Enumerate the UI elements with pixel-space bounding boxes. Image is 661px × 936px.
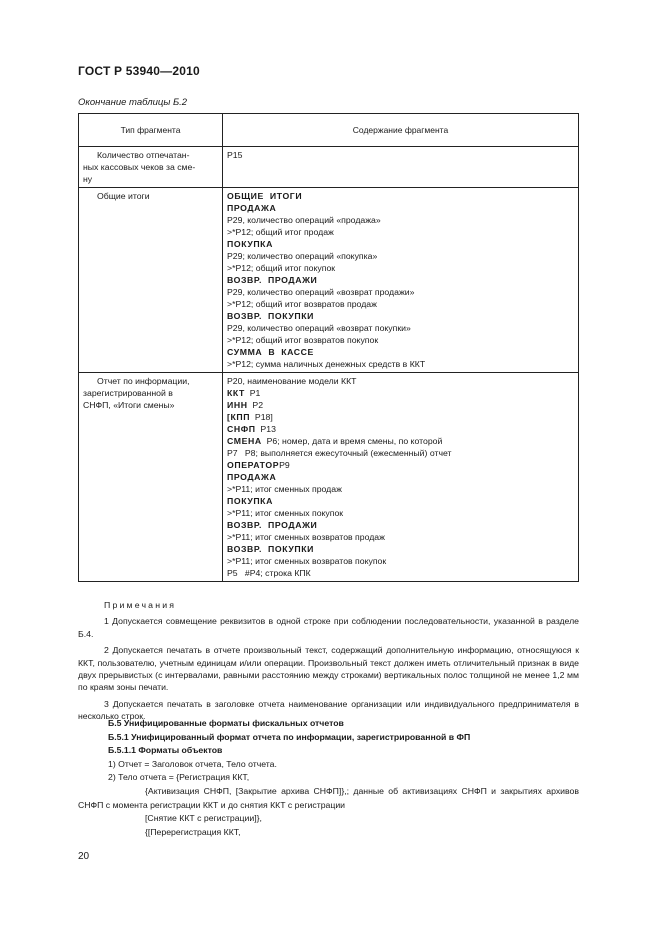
content-line-label: СМЕНА [227,436,262,446]
section-heading-b511: Б.5.1.1 Форматы объектов [108,745,223,756]
content-line: Р29; количество операций «покупка» [227,251,378,261]
notes-block [78,599,579,727]
fragment-type-cell [79,147,223,188]
content-line: Р20, наименование модели ККТ [227,376,357,386]
table-body [79,147,579,582]
fragment-type-line: ных кассовых чеков за сме- [83,162,196,172]
fragment-type-line: Отчет по информации, [97,376,190,386]
content-line: Р29, количество операций «возврат покупки» [227,323,411,333]
page-number: 20 [78,851,90,862]
content-line-value: Р18] [250,412,273,422]
content-line: Р29, количество операций «продажа» [227,215,381,225]
content-line-value: Р6; номер, дата и время смены, по которой [261,436,443,446]
table-caption: Окончание таблицы Б.2 [78,97,188,108]
content-line: ОБЩИЕ ИТОГИ [227,191,303,201]
column-header-type: Тип фрагмента [79,114,223,147]
content-line: Р29, количество операций «возврат продажи» [227,287,415,297]
content-line: ВОЗВР. ПРОДАЖИ [227,520,318,530]
content-line: Р15 [227,150,243,160]
fragment-type-line: зарегистрированной в [83,388,173,398]
content-line: ПРОДАЖА [227,203,277,213]
fragment-content-cell [223,373,579,582]
fragment-type-cell [79,188,223,373]
section-b5 [78,717,579,839]
content-line-value: Р2 [247,400,264,410]
content-line-label: ИНН [227,400,248,410]
notes-title: Примечания [104,600,177,610]
content-line: СУММА В КАССЕ [227,347,314,357]
content-line [227,459,574,471]
fragment-type-line: СНФП, «Итоги смены» [83,400,175,410]
content-line-label: ОПЕРАТОР [227,460,280,470]
content-line: >*Р12; общий итог возвратов покупок [227,335,379,345]
content-line: >*Р12; общий итог покупок [227,263,336,273]
fragment-content-cell [223,188,579,373]
content-line: ВОЗВР. ПРОДАЖИ [227,275,318,285]
column-header-content: Содержание фрагмента [223,114,579,147]
note-2: 2 Допускается печатать в отчете произвольный текст, содержащий дополнительную информацию, относящуюся к ККТ, пользователю, учетным единицам и/или операции. Произвольный текст должен иметь отличительный признак в виде двух прерывистых (с интервалами, равными расстоянию между строками) вертикальных полос толщиной не менее 1,2 мм по краям зоны печати. [78,645,579,693]
content-line-label: СНФП [227,424,256,434]
content-line: ВОЗВР. ПОКУПКИ [227,544,314,554]
table-row [79,147,579,188]
note-1: 1 Допускается совмещение реквизитов в одной строке при соблюдении последовательности, указанной в разделе Б.4. [78,616,579,639]
section-line-4: [Снятие ККТ с регистрации]}, [145,813,262,824]
content-line: >*Р12; общий итог возвратов продаж [227,299,377,309]
fragment-type-line: Общие итоги [97,191,150,201]
fragment-type-cell [79,373,223,582]
content-line [227,435,574,447]
content-line-label: ККТ [227,388,245,398]
content-line [227,387,574,399]
section-heading-b5: Б.5 Унифицированные форматы фискальных отчетов [108,718,344,728]
content-line: Р7 Р8; выполняется ежесуточный (ежесменный) отчет [227,448,452,458]
content-line: >*Р11; итог сменных возвратов продаж [227,532,385,542]
table-row [79,188,579,373]
content-line: >*Р11; итог сменных продаж [227,484,342,494]
content-line: ПОКУПКА [227,496,273,506]
content-line: ВОЗВР. ПОКУПКИ [227,311,314,321]
fragment-type-line: ну [83,174,93,184]
content-line: >*Р12; общий итог продаж [227,227,334,237]
table-row [79,373,579,582]
content-line: >*Р12; сумма наличных денежных средств в ККТ [227,359,426,369]
content-line [227,399,574,411]
content-line: Р5 #Р4; строка КПК [227,568,311,578]
document-title: ГОСТ Р 53940—2010 [78,64,200,78]
fragment-type-line: Количество отпечатан- [97,150,190,160]
section-line-2: 2) Тело отчета = {Регистрация ККТ, [108,772,250,783]
table-header-row [79,114,579,147]
content-line-value: Р13 [255,424,276,434]
content-line-value: Р1 [244,388,261,398]
section-line-1: 1) Отчет = Заголовок отчета, Тело отчета. [108,758,277,769]
content-line: ПОКУПКА [227,239,273,249]
section-line-3: {Активизация СНФП, [Закрытие архива СНФП]},; данные об активизациях СНФП и закрытиях архивов СНФП с момента регистрации ККТ и до снятия ККТ с регистрации [78,785,579,810]
content-line-label: [КПП [227,412,251,422]
section-line-5: {[Перерегистрация ККТ, [145,826,241,837]
section-heading-b51: Б.5.1 Унифицированный формат отчета по информации, зарегистрированной в ФП [108,731,471,742]
content-line-value: Р9 [279,460,290,470]
content-line: >*Р11; итог сменных возвратов покупок [227,556,387,566]
content-line: ПРОДАЖА [227,472,277,482]
note-3: 3 Допускается печатать в заголовке отчета наименование организации или индивидуального предпринимателя в несколько строк. [78,698,579,722]
content-line [227,423,574,435]
fragment-content-cell [223,147,579,188]
content-line [227,411,574,423]
content-line: >*Р11; итог сменных покупок [227,508,344,518]
fragments-table [78,113,579,582]
